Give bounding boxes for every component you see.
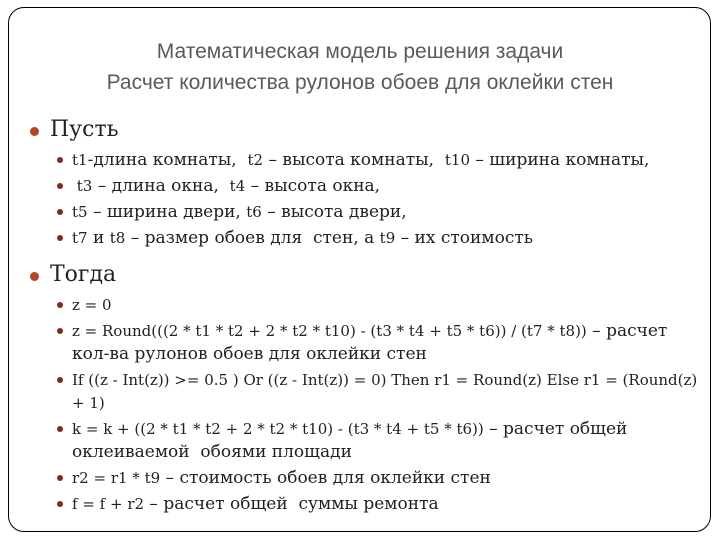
formula-text: t2 — [247, 151, 264, 169]
formula-text: t1 — [72, 151, 88, 169]
formula-text: r2 = r1 * t9 — [72, 469, 161, 487]
formula-text: t6 — [246, 203, 262, 221]
formula-text: z = 0 — [72, 296, 112, 314]
list-item — [56, 320, 698, 366]
formula-text: t7 — [72, 229, 88, 247]
slide-title — [30, 36, 690, 98]
formula-text: t4 — [229, 177, 246, 195]
formula-text: k = k + ((2 * t1 * t2 + 2 * t2 * t10) - (t3 * t4 + t5 * t6)) — [72, 420, 484, 438]
description-text: – высота окна, — [245, 176, 381, 196]
list-item — [56, 149, 698, 172]
description-text: – расчет кол-ва рулонов обоев для оклейки стен — [72, 321, 673, 364]
slide-title-line2: Расчет количества рулонов обоев для оклейки стен — [106, 71, 614, 94]
formula-text: t5 — [72, 203, 88, 221]
slide-body — [26, 112, 703, 519]
formula-text: t9 — [379, 229, 396, 247]
slide-title-line1: Математическая модель решения задачи — [156, 40, 564, 63]
formula-text: t10 — [444, 151, 470, 169]
section-heading: Тогда — [26, 261, 698, 289]
list-item — [56, 294, 698, 317]
bullet-list — [56, 149, 698, 250]
description-text: – ширина двери, — [87, 202, 247, 222]
formula-text: t3 — [72, 177, 93, 195]
description-text: – высота комнаты, — [263, 150, 445, 170]
list-item — [56, 175, 698, 198]
list-item — [56, 227, 698, 250]
formula-text: t8 — [109, 229, 126, 247]
description-text: – расчет общей суммы ремонта — [144, 494, 439, 514]
description-text: – ширина комнаты, — [470, 150, 650, 170]
list-item — [56, 369, 703, 415]
list-item — [56, 418, 698, 464]
description-text: -длина комнаты, — [87, 150, 248, 170]
list-item — [56, 201, 698, 224]
description-text: – длина окна, — [92, 176, 230, 196]
formula-text: f = f + r2 — [72, 495, 145, 513]
formula-text: z = Round(((2 * t1 * t2 + 2 * t2 * t10) - (t3 * t4 + t5 * t6)) / (t7 * t8)) — [72, 322, 587, 340]
description-text: и — [87, 228, 110, 248]
description-text: – стоимость обоев для оклейки стен — [160, 468, 491, 488]
description-text: – высота двери, — [261, 202, 407, 222]
description-text: – размер обоев для стен, а — [125, 228, 380, 248]
list-item — [56, 493, 698, 516]
section-heading: Пусть — [26, 116, 698, 144]
description-text: – расчет общей оклеиваемой обоями площади — [72, 419, 633, 462]
formula-text: If ((z - Int(z)) >= 0.5 ) Or ((z - Int(z)) = 0) Then r1 = Round(z) Else r1 = (Round(z) + 1) — [72, 371, 703, 412]
list-item — [56, 467, 698, 490]
bullet-list — [56, 294, 703, 516]
description-text: – их стоимость — [395, 228, 534, 248]
